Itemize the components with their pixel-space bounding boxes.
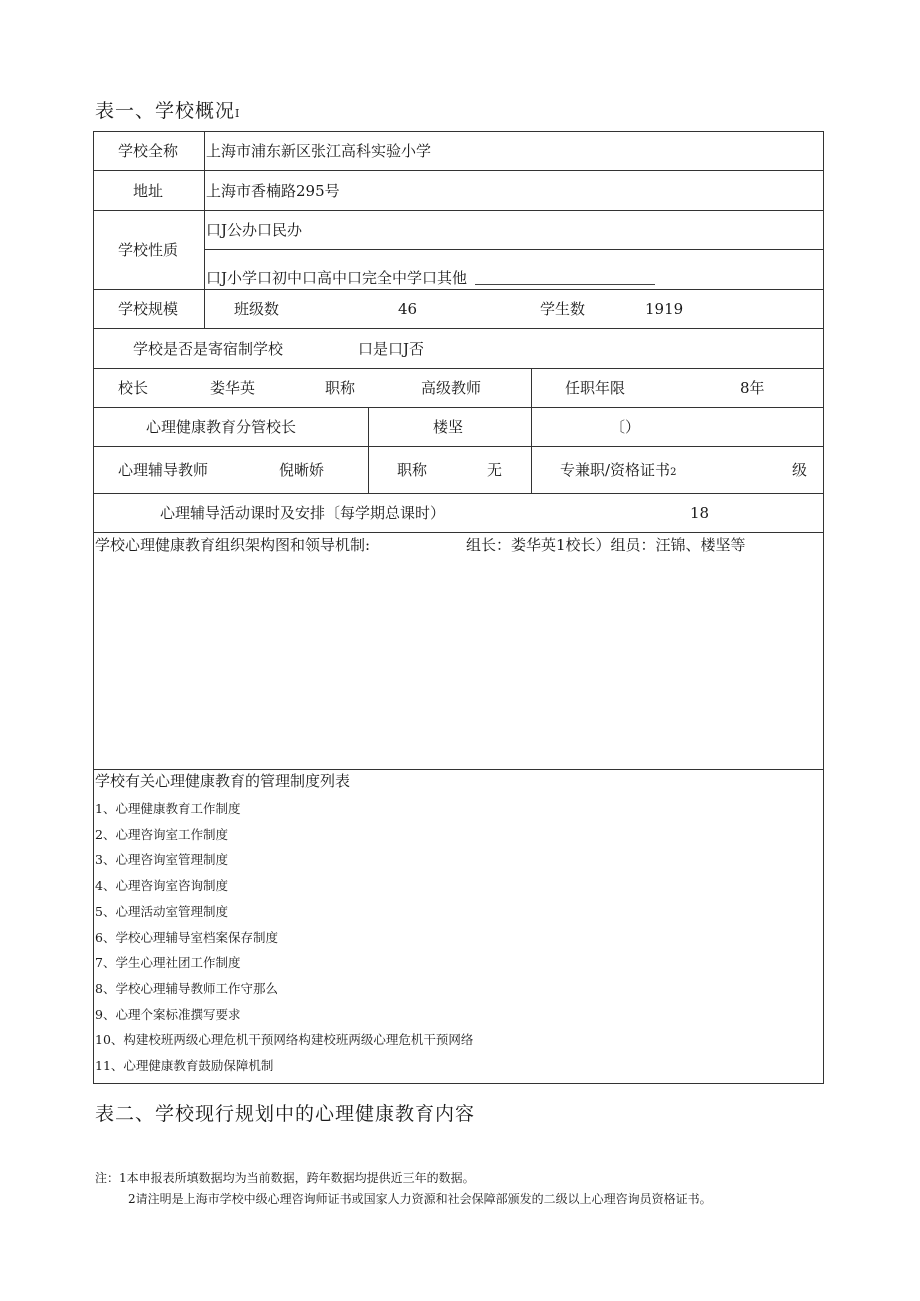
column-divider bbox=[204, 131, 205, 328]
policy-item: 2、心理咨询室工作制度 bbox=[95, 827, 228, 842]
row-divider bbox=[93, 170, 824, 171]
nature-label: 学校性质 bbox=[118, 241, 179, 259]
cert-level: 级 bbox=[792, 461, 808, 479]
principal-title: 高级教师 bbox=[421, 379, 482, 397]
hours-value: 18 bbox=[690, 504, 710, 522]
counselor-title-label: 职称 bbox=[397, 461, 428, 479]
table1-title: 表一、学校概况I bbox=[95, 100, 241, 122]
vp-extra: 〔） bbox=[610, 418, 641, 436]
tenure-label: 任职年限 bbox=[565, 379, 626, 397]
org-label: 学校心理健康教育组织架构图和领导机制: bbox=[95, 536, 371, 554]
class-count-label: 班级数 bbox=[234, 300, 280, 318]
counselor-title-value: 无 bbox=[487, 461, 503, 479]
footnote-2: 2请注明是上海市学校中级心理咨询师证书或国家人力资源和社会保障部颁发的二级以上心理咨询员资格证书。 bbox=[128, 1192, 712, 1206]
policy-item: 9、心理个案标准撰写要求 bbox=[95, 1007, 241, 1022]
policy-item: 10、构建校班两级心理危机干预网络构建校班两级心理危机干预网络 bbox=[95, 1032, 474, 1047]
policy-item: 1、心理健康教育工作制度 bbox=[95, 801, 241, 816]
class-count-value: 46 bbox=[398, 300, 418, 318]
policy-item: 8、学校心理辅导教师工作守那么 bbox=[95, 981, 278, 996]
boarding-value: 口是口J否 bbox=[358, 340, 425, 358]
student-count-value: 1919 bbox=[645, 300, 684, 318]
scale-label: 学校规模 bbox=[118, 300, 179, 318]
counselor-name: 倪晰娇 bbox=[279, 461, 325, 479]
row-divider bbox=[93, 328, 824, 329]
row-divider bbox=[93, 210, 824, 211]
boarding-label: 学校是否是寄宿制学校 bbox=[133, 340, 284, 358]
table2-title: 表二、学校现行规划中的心理健康教育内容 bbox=[95, 1103, 476, 1125]
policy-item: 3、心理咨询室管理制度 bbox=[95, 852, 228, 867]
student-count-label: 学生数 bbox=[540, 300, 586, 318]
row-divider bbox=[93, 446, 824, 447]
principal-name: 娄华英 bbox=[210, 379, 256, 397]
principal-label: 校长 bbox=[118, 379, 149, 397]
org-value: 组长：娄华英1校长）组员：汪锦、楼坚等 bbox=[466, 536, 746, 554]
counselor-label: 心理辅导教师 bbox=[118, 461, 209, 479]
tenure-value: 8年 bbox=[740, 379, 765, 397]
policy-item: 5、心理活动室管理制度 bbox=[95, 904, 228, 919]
policy-item: 6、学校心理辅导室档案保存制度 bbox=[95, 930, 278, 945]
address-value: 上海市香楠路295号 bbox=[206, 182, 340, 200]
full-name-label: 学校全称 bbox=[118, 142, 179, 160]
full-name-value: 上海市浦东新区张江高科实验小学 bbox=[206, 142, 432, 160]
policy-item: 11、心理健康教育鼓励保障机制 bbox=[95, 1058, 274, 1073]
row-divider bbox=[93, 407, 824, 408]
column-divider bbox=[368, 407, 369, 493]
vp-label: 心理健康教育分管校长 bbox=[146, 418, 297, 436]
row-divider bbox=[93, 532, 824, 533]
row-divider bbox=[204, 249, 824, 250]
nature-ownership: 口J公办口民办 bbox=[206, 221, 303, 239]
other-blank-line bbox=[475, 270, 655, 285]
nature-level: 口J小学口初中口高中口完全中学口其他 bbox=[206, 269, 655, 287]
vp-name: 楼坚 bbox=[433, 418, 464, 436]
row-divider bbox=[93, 289, 824, 290]
principal-title-label: 职称 bbox=[325, 379, 356, 397]
row-divider bbox=[93, 493, 824, 494]
policy-label: 学校有关心理健康教育的管理制度列表 bbox=[95, 772, 351, 790]
hours-label: 心理辅导活动课时及安排〔每学期总课时） bbox=[160, 504, 446, 522]
cert-label: 专兼职/资格证书2 bbox=[560, 461, 677, 479]
row-divider bbox=[93, 368, 824, 369]
column-divider bbox=[531, 368, 532, 493]
policy-item: 7、学生心理社团工作制度 bbox=[95, 955, 241, 970]
footnote-1: 注：1本申报表所填数据均为当前数据，跨年数据均提供近三年的数据。 bbox=[95, 1171, 475, 1185]
row-divider bbox=[93, 769, 824, 770]
policy-item: 4、心理咨询室咨询制度 bbox=[95, 878, 228, 893]
address-label: 地址 bbox=[133, 182, 164, 200]
